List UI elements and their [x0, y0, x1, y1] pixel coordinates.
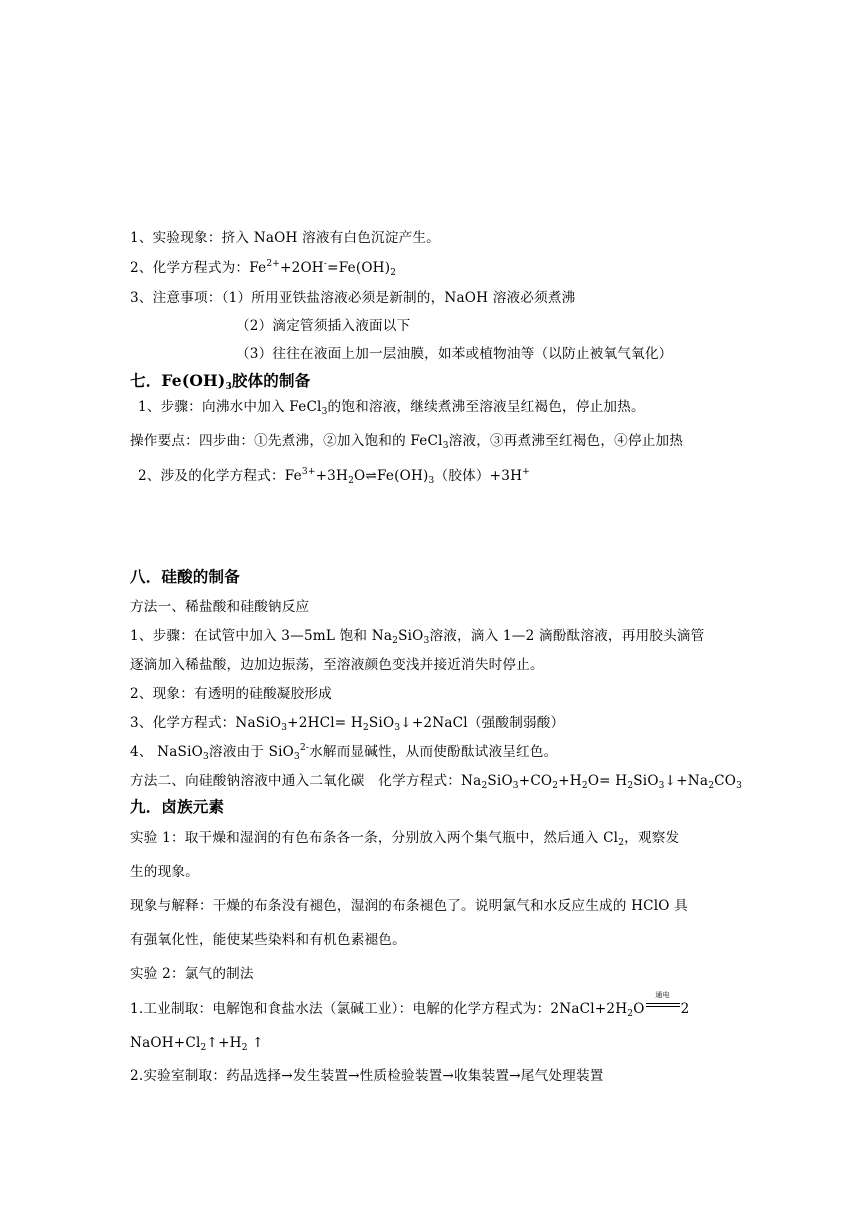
- section-9-exp2: 实验 2：氯气的制法: [130, 966, 254, 982]
- section-9-industrial-line-1: 1.工业制取：电解饱和食盐水法（氯碱工业）：电解的化学方程式为：$2NaCl+2H_2O$ 通电 2: [130, 991, 690, 1019]
- section-7-equation: 2、涉及的化学方程式：$Fe^{3+}+3H_2O\rightleftharpoons Fe(OH)_3$（胶体）+3H+: [138, 467, 530, 486]
- section-9-explanation-line-2: 有强氧化性，能使某些染料和有机色素褪色。: [130, 932, 406, 948]
- section-8-phenomenon: 2、现象：有透明的硅酸凝胶形成: [130, 686, 332, 702]
- section-7-key-points: 操作要点：四步曲：①先煮沸，②加入饱和的 FeCl$_3$溶液，③再煮沸至红褐色，④停止加热: [130, 433, 684, 451]
- fe-oh2-equation-line: 2、化学方程式为：$Fe^{2+}+2OH^-=Fe(OH)_2$: [130, 259, 397, 278]
- electrolysis-condition: 通电: [646, 999, 680, 1011]
- section-9-heading: 九．卤族元素: [130, 797, 225, 816]
- section-8-step-line-2: 逐滴加入稀盐酸，边加边振荡，至溶液颜色变浅并接近消失时停止。: [130, 657, 544, 673]
- section-8-method-2: 方法二、向硅酸钠溶液中通入二氧化碳 化学方程式：$Na_2SiO_3+CO_2+H_2O=$ $H_2SiO_3↓+Na_2CO_3$: [130, 773, 743, 791]
- section-9-lab-preparation: 2.实验室制取：药品选择→发生装置→性质检验装置→收集装置→尾气处理装置: [130, 1068, 604, 1084]
- section-8-step-line-1: 1、步骤：在试管中加入 3—5mL 饱和 $Na_2SiO_3$溶液，滴入 1—2 滴酚酞溶液，再用胶头滴管: [130, 628, 705, 646]
- fe-oh2-notes-line-1: 3、注意事项：（1）所用亚铁盐溶液必须是新制的，NaOH 溶液必须煮沸: [130, 290, 576, 306]
- section-8-equation: 3、化学方程式：NaSiO$_3$+2HCl= $H_2SiO_3↓+2NaCl$（强酸制弱酸）: [130, 715, 565, 733]
- phenomenon-text: 1、实验现象：挤入 NaOH 溶液有白色沉淀产生。: [130, 230, 440, 246]
- section-8-method-1: 方法一、稀盐酸和硅酸钠反应: [130, 599, 310, 615]
- section-7-heading: 七．$Fe(OH)_3$胶体的制备: [130, 371, 311, 392]
- section-9-explanation-line-1: 现象与解释：干燥的布条没有褪色，湿润的布条褪色了。说明氯气和水反应生成的 HClO 具: [130, 898, 688, 914]
- fe-oh2-notes-line-3: （3）往往在液面上加一层油膜，如苯或植物油等（以防止被氧气氧化）: [236, 346, 673, 362]
- section-9-exp1-line-2: 生的现象。: [130, 864, 199, 880]
- fe-oh2-notes-line-2: （2）滴定管须插入液面以下: [236, 318, 411, 334]
- fe-oh2-phenomenon-line: [130, 228, 440, 248]
- section-9-exp1-line-1: 实验 1：取干燥和湿润的有色布条各一条，分别放入两个集气瓶中，然后通入 $Cl_2$，观察发: [130, 830, 680, 848]
- section-9-industrial-line-2: $NaOH+Cl_2↑+H_2$ ↑: [130, 1035, 264, 1053]
- section-8-item-4: 4、 NaSiO$_3$溶液由于 SiO$_3^{2-}$水解而显碱性，从而使酚酞试液呈红色。: [130, 743, 558, 762]
- section-8-heading: 八．硅酸的制备: [130, 567, 240, 586]
- section-7-step: 1、步骤：向沸水中加入 FeCl$_3$的饱和溶液，继续煮沸至溶液呈红褐色，停止加热。: [138, 399, 645, 417]
